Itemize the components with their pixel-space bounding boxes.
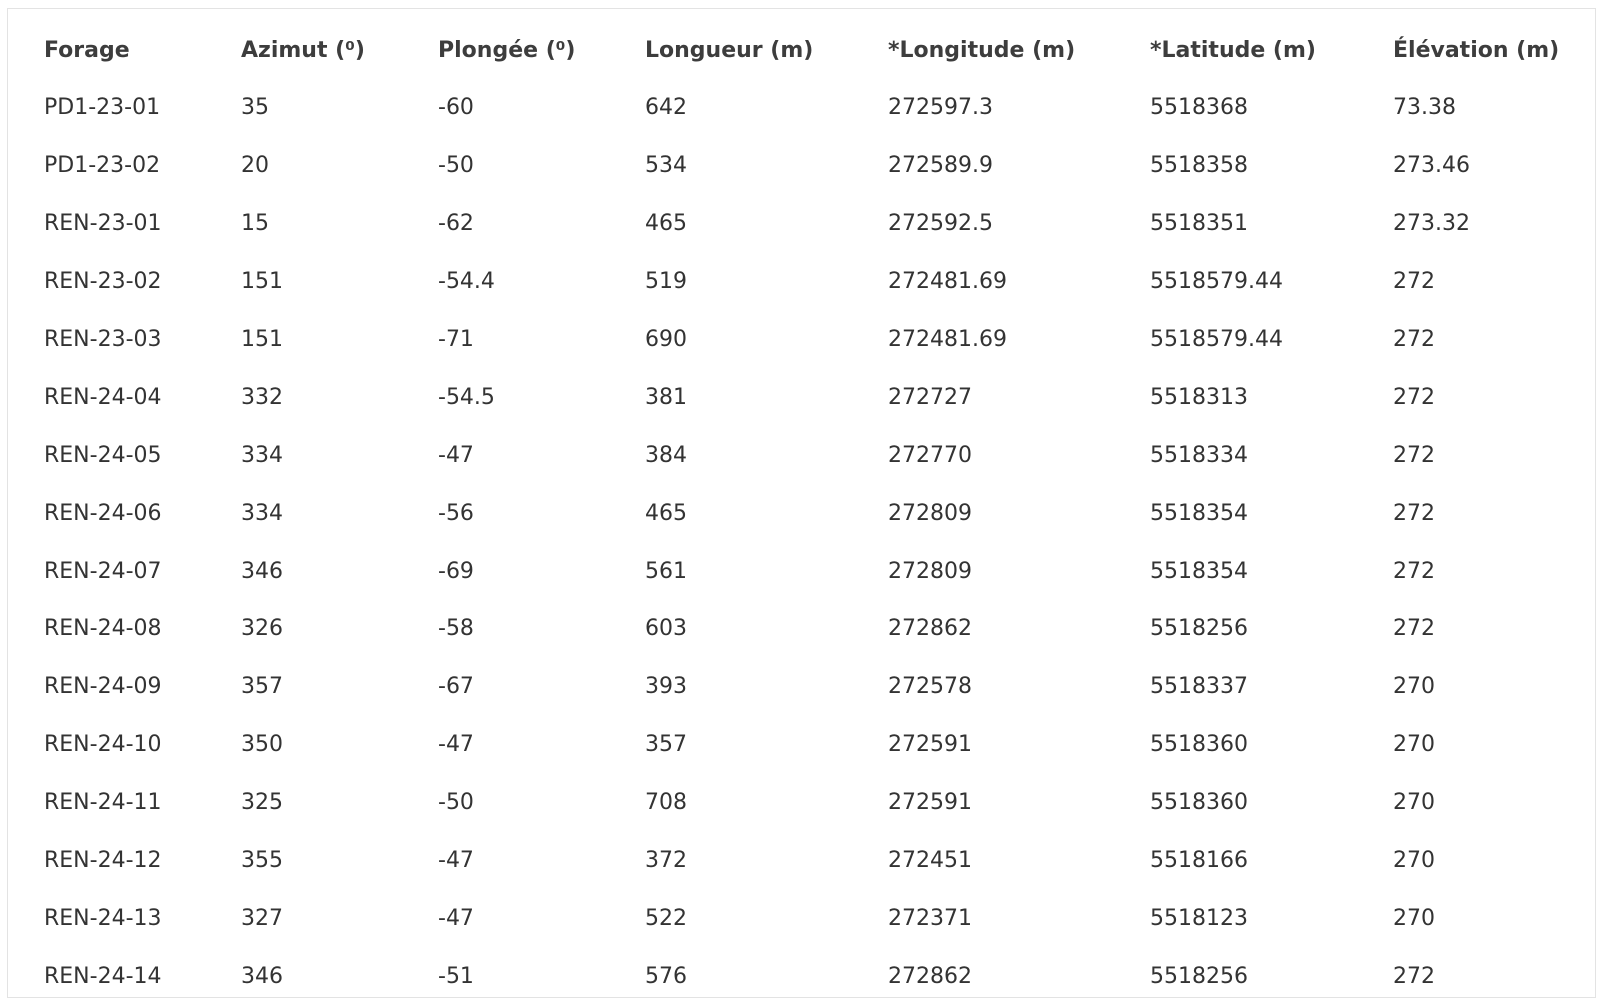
cell-azimut: 334 (241, 500, 283, 526)
cell-forage: PD1-23-02 (44, 153, 161, 179)
cell-latitude: 5518360 (1150, 732, 1248, 758)
cell-latitude: 5518360 (1150, 790, 1248, 816)
header-azimut: Azimut (⁰) (241, 37, 365, 63)
cell-longueur: 384 (645, 442, 687, 468)
cell-longitude: 272591 (888, 732, 972, 758)
cell-longueur: 690 (645, 327, 687, 352)
header-elevation: Élévation (m) (1393, 37, 1560, 63)
table-row (44, 195, 1593, 253)
cell-forage: REN-24-08 (44, 616, 162, 642)
cell-longitude: 272591 (888, 790, 972, 816)
drill-data-table-container (7, 8, 1596, 998)
drill-data-table (44, 21, 1593, 1005)
cell-elevation: 273.46 (1393, 153, 1470, 179)
table-row (44, 253, 1593, 311)
header-longueur: Longueur (m) (645, 37, 814, 63)
cell-latitude: 5518579.44 (1150, 269, 1283, 295)
cell-azimut: 346 (241, 558, 283, 584)
cell-longitude: 272592.5 (888, 211, 993, 237)
cell-elevation: 272 (1393, 327, 1435, 352)
cell-longitude: 272481.69 (888, 327, 1007, 352)
cell-forage: REN-24-05 (44, 442, 162, 468)
cell-plongee: -54.5 (438, 384, 495, 410)
table-row (44, 542, 1593, 600)
cell-forage: REN-24-07 (44, 558, 162, 584)
table-row (44, 658, 1593, 716)
cell-plongee: -58 (438, 616, 474, 642)
cell-elevation: 270 (1393, 848, 1435, 874)
cell-elevation: 272 (1393, 616, 1435, 642)
cell-longueur: 642 (645, 95, 687, 121)
cell-elevation: 273.32 (1393, 211, 1470, 237)
cell-latitude: 5518123 (1150, 905, 1248, 931)
cell-azimut: 355 (241, 848, 283, 874)
cell-elevation: 272 (1393, 963, 1435, 989)
table-row (44, 368, 1593, 426)
cell-longitude: 272727 (888, 384, 972, 410)
cell-longitude: 272770 (888, 442, 972, 468)
header-row (44, 21, 1593, 79)
cell-latitude: 5518256 (1150, 963, 1248, 989)
cell-elevation: 272 (1393, 269, 1435, 295)
cell-plongee: -71 (438, 327, 474, 352)
cell-latitude: 5518337 (1150, 674, 1248, 700)
cell-longueur: 372 (645, 848, 687, 874)
cell-latitude: 5518256 (1150, 616, 1248, 642)
cell-plongee: -50 (438, 153, 474, 179)
header-longitude: *Longitude (m) (888, 37, 1076, 63)
cell-longitude: 272862 (888, 963, 972, 989)
table-row (44, 889, 1593, 947)
cell-longueur: 603 (645, 616, 687, 642)
cell-elevation: 272 (1393, 384, 1435, 410)
cell-forage: REN-24-14 (44, 963, 162, 989)
cell-azimut: 346 (241, 963, 283, 989)
cell-plongee: -47 (438, 905, 474, 931)
table-row (44, 774, 1593, 832)
cell-azimut: 151 (241, 269, 283, 295)
cell-longitude: 272589.9 (888, 153, 993, 179)
cell-forage: PD1-23-01 (44, 95, 161, 121)
cell-azimut: 20 (241, 153, 269, 179)
cell-plongee: -47 (438, 732, 474, 758)
cell-forage: REN-24-10 (44, 732, 162, 758)
cell-longitude: 272809 (888, 500, 972, 526)
cell-longueur: 393 (645, 674, 687, 700)
cell-longitude: 272481.69 (888, 269, 1007, 295)
cell-elevation: 270 (1393, 674, 1435, 700)
cell-plongee: -50 (438, 790, 474, 816)
cell-longitude: 272578 (888, 674, 972, 700)
cell-longueur: 708 (645, 790, 687, 816)
cell-forage: REN-24-11 (44, 790, 162, 816)
cell-longueur: 534 (645, 153, 687, 179)
cell-elevation: 73.38 (1393, 95, 1456, 121)
cell-latitude: 5518368 (1150, 95, 1248, 121)
cell-forage: REN-24-04 (44, 384, 162, 410)
cell-elevation: 272 (1393, 558, 1435, 584)
cell-longitude: 272371 (888, 905, 972, 931)
cell-elevation: 272 (1393, 500, 1435, 526)
cell-elevation: 270 (1393, 790, 1435, 816)
cell-longueur: 576 (645, 963, 687, 989)
cell-forage: REN-23-02 (44, 269, 162, 295)
table-row (44, 947, 1593, 1005)
cell-latitude: 5518354 (1150, 500, 1248, 526)
cell-longueur: 519 (645, 269, 687, 295)
cell-plongee: -56 (438, 500, 474, 526)
cell-plongee: -54.4 (438, 269, 495, 295)
cell-plongee: -47 (438, 442, 474, 468)
table-row (44, 716, 1593, 774)
cell-longitude: 272451 (888, 848, 972, 874)
table-row (44, 832, 1593, 890)
cell-forage: REN-24-09 (44, 674, 162, 700)
cell-plongee: -60 (438, 95, 474, 121)
cell-longueur: 357 (645, 732, 687, 758)
cell-azimut: 327 (241, 905, 283, 931)
table-row (44, 484, 1593, 542)
cell-longueur: 561 (645, 558, 687, 584)
cell-plongee: -67 (438, 674, 474, 700)
cell-longueur: 381 (645, 384, 687, 410)
cell-latitude: 5518354 (1150, 558, 1248, 584)
cell-latitude: 5518358 (1150, 153, 1248, 179)
cell-azimut: 15 (241, 211, 269, 237)
cell-longueur: 465 (645, 500, 687, 526)
cell-plongee: -69 (438, 558, 474, 584)
cell-latitude: 5518334 (1150, 442, 1248, 468)
table-row (44, 600, 1593, 658)
cell-latitude: 5518313 (1150, 384, 1248, 410)
cell-azimut: 332 (241, 384, 283, 410)
cell-azimut: 326 (241, 616, 283, 642)
cell-elevation: 272 (1393, 442, 1435, 468)
cell-plongee: -47 (438, 848, 474, 874)
cell-forage: REN-24-13 (44, 905, 162, 931)
cell-longueur: 465 (645, 211, 687, 237)
cell-longueur: 522 (645, 905, 687, 931)
table-row (44, 137, 1593, 195)
cell-forage: REN-24-06 (44, 500, 162, 526)
header-forage: Forage (44, 37, 130, 63)
cell-elevation: 270 (1393, 732, 1435, 758)
cell-plongee: -51 (438, 963, 474, 989)
cell-azimut: 35 (241, 95, 269, 121)
table-row (44, 426, 1593, 484)
cell-azimut: 325 (241, 790, 283, 816)
table-body (44, 79, 1593, 1005)
cell-longitude: 272809 (888, 558, 972, 584)
cell-azimut: 357 (241, 674, 283, 700)
header-plongee: Plongée (⁰) (438, 37, 576, 63)
cell-forage: REN-23-01 (44, 211, 162, 237)
table-row (44, 79, 1593, 137)
header-latitude: *Latitude (m) (1150, 37, 1316, 63)
cell-latitude: 5518351 (1150, 211, 1248, 237)
cell-elevation: 270 (1393, 905, 1435, 931)
cell-latitude: 5518579.44 (1150, 327, 1283, 352)
cell-azimut: 350 (241, 732, 283, 758)
cell-azimut: 334 (241, 442, 283, 468)
cell-forage: REN-23-03 (44, 327, 162, 352)
cell-forage: REN-24-12 (44, 848, 162, 874)
cell-longitude: 272597.3 (888, 95, 993, 121)
table-header (44, 21, 1593, 79)
cell-longitude: 272862 (888, 616, 972, 642)
table-row (44, 311, 1593, 369)
cell-plongee: -62 (438, 211, 474, 237)
cell-azimut: 151 (241, 327, 283, 352)
cell-latitude: 5518166 (1150, 848, 1248, 874)
